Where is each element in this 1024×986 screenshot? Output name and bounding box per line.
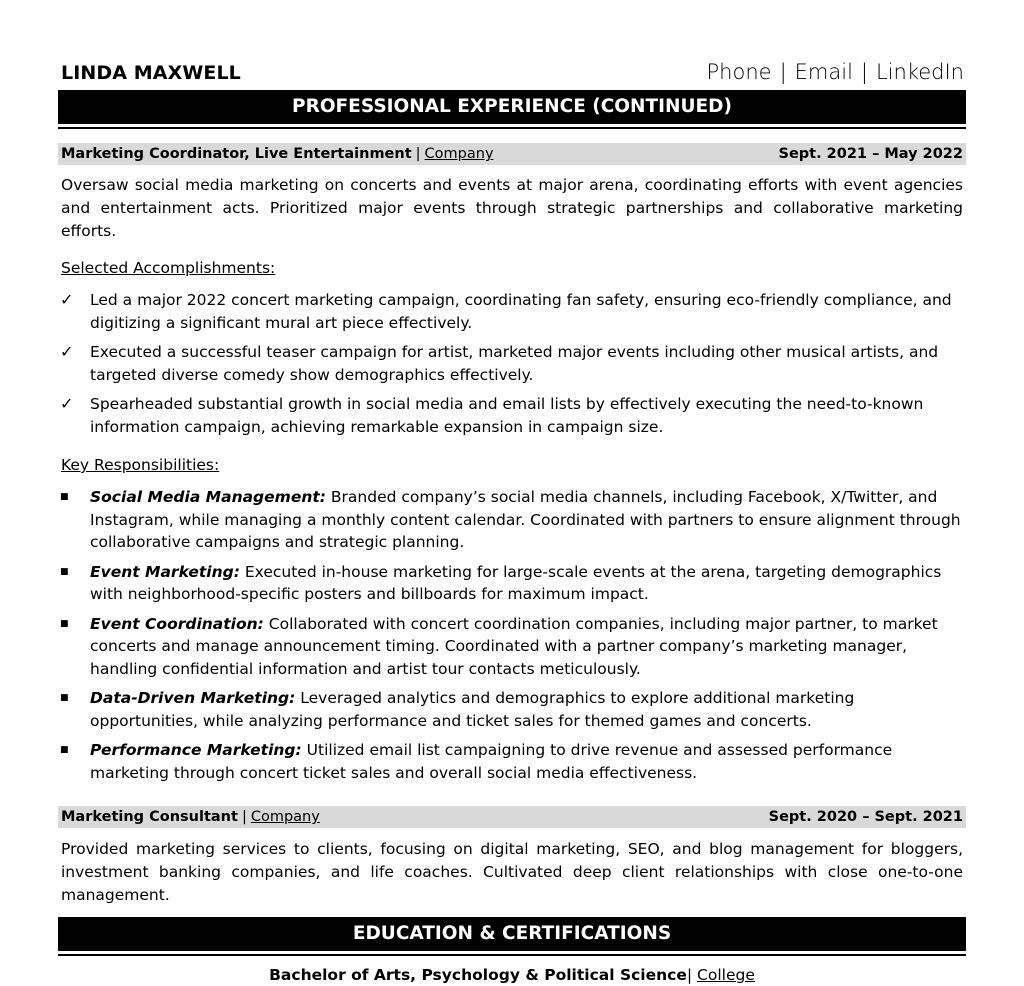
square-bullet-icon: ■ bbox=[60, 618, 69, 629]
job-company: Company bbox=[424, 146, 494, 162]
contact-separator: | bbox=[860, 60, 868, 84]
list-item bbox=[58, 613, 966, 681]
job-header bbox=[58, 806, 966, 828]
checkmark-icon: ✓ bbox=[60, 342, 74, 361]
square-bullet-icon: ■ bbox=[60, 492, 69, 502]
accomplishment-text: Led a major 2022 concert marketing campaign, coordinating fan safety, ensuring eco-friendly compliance, and digitizing a significant mural art piece effectively. bbox=[90, 291, 952, 332]
contact-email: Email bbox=[794, 60, 853, 84]
job-dates: Sept. 2020 – Sept. 2021 bbox=[768, 809, 963, 825]
contact-separator: | bbox=[779, 60, 787, 84]
list-item bbox=[58, 739, 966, 784]
checkmark-icon: ✓ bbox=[60, 290, 74, 309]
accomplishment-text: Executed a successful teaser campaign for artist, marketed major events including other musical artists, and targeted diverse comedy show demographics effectively. bbox=[90, 343, 939, 384]
job-summary: Provided marketing services to clients, focusing on digital marketing, SEO, and blog management for bloggers, investment banking companies, and life coaches. Cultivated deep client relationships with close one-to-one management. bbox=[61, 840, 963, 904]
job-summary: Oversaw social media marketing on concerts and events at major arena, coordinating efforts with event agencies and entertainment acts. Prioritized major events through strategic partnerships and collaborative marketing efforts. bbox=[61, 176, 963, 240]
job-title: Marketing Consultant bbox=[61, 809, 238, 825]
responsibility-text: Branded company’s social media channels, including Facebook, X/Twitter, and Instagram, while managing a monthly content calendar. Coordinated with partners to ensure alignment through collaborative campaigns and strategic planning. bbox=[90, 488, 961, 551]
square-bullet-icon: ■ bbox=[60, 745, 69, 755]
section-heading-education: EDUCATION & CERTIFICATIONS bbox=[58, 917, 966, 954]
accomplishments-heading: Selected Accomplishments: bbox=[61, 259, 276, 277]
responsibilities-heading: Key Responsibilities: bbox=[61, 456, 220, 474]
list-item bbox=[58, 393, 966, 438]
degree: Bachelor of Arts, Psychology & Political Science bbox=[269, 966, 687, 984]
responsibility-text: Leveraged analytics and demographics to explore additional marketing opportunities, while analyzing performance and ticket sales for themed games and concerts. bbox=[90, 689, 855, 730]
responsibility-lead: Social Media Management: bbox=[90, 488, 326, 506]
section-heading-experience: PROFESSIONAL EXPERIENCE (CONTINUED) bbox=[58, 90, 966, 127]
list-item bbox=[58, 289, 966, 334]
accomplishment-text: Spearheaded substantial growth in social media and email lists by effectively executing the need-to-known information campaign, achieving remarkable expansion in campaign size. bbox=[90, 395, 924, 436]
job-separator: | bbox=[241, 809, 247, 825]
job-separator: | bbox=[415, 146, 421, 162]
education-entry bbox=[58, 964, 966, 986]
accomplishments-list bbox=[58, 289, 966, 438]
job-company: Company bbox=[250, 809, 320, 825]
responsibility-text: Executed in-house marketing for large-scale events at the arena, targeting demographics with neighborhood-specific posters and billboards for maximum impact. bbox=[90, 562, 942, 603]
checkmark-icon: ✓ bbox=[60, 394, 74, 413]
list-item bbox=[58, 341, 966, 386]
responsibility-lead: Event Coordination: bbox=[90, 614, 264, 633]
list-item bbox=[58, 561, 966, 606]
square-bullet-icon: ■ bbox=[60, 566, 69, 577]
contact-linkedin: LinkedIn bbox=[875, 60, 964, 84]
college-name: College bbox=[697, 966, 755, 984]
job-header bbox=[58, 143, 966, 165]
square-bullet-icon: ■ bbox=[60, 693, 69, 703]
contact-phone: Phone bbox=[706, 60, 772, 84]
list-item bbox=[58, 486, 966, 554]
responsibility-lead: Event Marketing: bbox=[90, 562, 240, 581]
contact-info bbox=[707, 60, 965, 84]
candidate-name: LINDA MAXWELL bbox=[61, 62, 241, 84]
responsibility-text: Utilized email list campaigning to drive revenue and assessed performance marketing through concert ticket sales and overall social media effectiveness. bbox=[90, 741, 893, 782]
job-title: Marketing Coordinator, Live Entertainment bbox=[61, 146, 412, 162]
job-dates: Sept. 2021 – May 2022 bbox=[778, 146, 963, 162]
education-separator: | bbox=[686, 966, 693, 984]
responsibility-text: Collaborated with concert coordination companies, including major partner, to market concerts and manage announcement timing. Coordinated with a partner company’s marketing manager, handling confidential information and artist tour contacts meticulously. bbox=[90, 614, 938, 678]
responsibility-lead: Performance Marketing: bbox=[90, 741, 302, 759]
resume-header bbox=[58, 60, 966, 90]
resume-page bbox=[58, 60, 966, 986]
list-item bbox=[58, 687, 966, 732]
responsibility-lead: Data-Driven Marketing: bbox=[90, 689, 296, 707]
responsibilities-list bbox=[58, 486, 966, 784]
